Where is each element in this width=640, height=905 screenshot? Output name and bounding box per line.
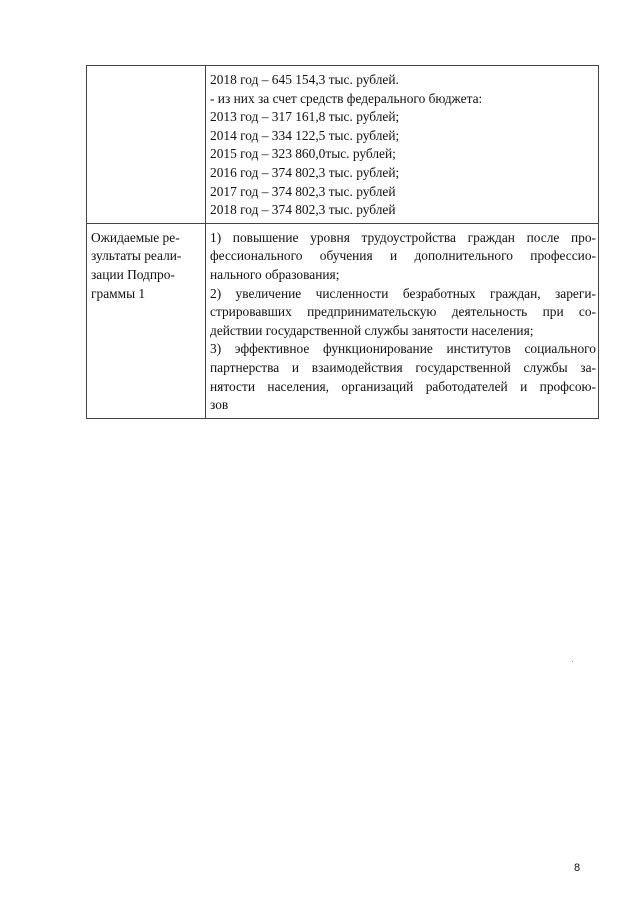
funding-line: 2015 год – 323 860,0тыс. рублей;: [210, 146, 396, 162]
results-line: 3) эффективное функционирование институтов социального: [210, 341, 596, 357]
results-label-line: граммы 1: [91, 285, 146, 301]
results-label-line: зации Подпро-: [91, 266, 175, 282]
funding-line: 2018 год – 374 802,3 тыс. рублей: [210, 202, 396, 218]
results-label-line: зультаты реали-: [91, 248, 182, 264]
funding-cell: [206, 66, 599, 224]
results-line: фессионального обучения и дополнительного профессио-: [210, 248, 596, 264]
results-line: стрировавших предпринимательскую деятельность при со-: [210, 304, 596, 320]
results-label-cell: [87, 223, 206, 418]
results-line: зов: [210, 397, 229, 413]
funding-row: [87, 66, 599, 224]
results-label-line: Ожидаемые ре-: [91, 229, 180, 245]
funding-line: - из них за счет средств федерального бюджета:: [210, 90, 483, 106]
funding-line: 2013 год – 317 161,8 тыс. рублей;: [210, 109, 400, 125]
document-table: [86, 65, 599, 419]
results-cell: [206, 223, 599, 418]
funding-line: 2017 год – 374 802,3 тыс. рублей: [210, 183, 396, 199]
page-number: 8: [574, 862, 581, 874]
results-line: действии государственной службы занятости населения;: [210, 322, 534, 338]
results-line: 2) увеличение численности безработных граждан, зареги-: [210, 285, 596, 301]
funding-label-cell: [87, 66, 206, 224]
funding-line: 2014 год – 334 122,5 тыс. рублей;: [210, 127, 400, 143]
results-line: нального образования;: [210, 266, 340, 282]
funding-line: 2016 год – 374 802,3 тыс. рублей;: [210, 164, 400, 180]
results-line: 1) повышение уровня трудоустройства граждан после про-: [210, 229, 596, 245]
results-row: [87, 223, 599, 418]
funding-line: 2018 год – 645 154,3 тыс. рублей.: [210, 72, 399, 87]
results-line: нятости населения, организаций работодателей и профсою-: [210, 378, 596, 394]
results-line: партнерства и взаимодействия государственной службы за-: [210, 359, 596, 375]
scan-speck: [572, 661, 573, 662]
